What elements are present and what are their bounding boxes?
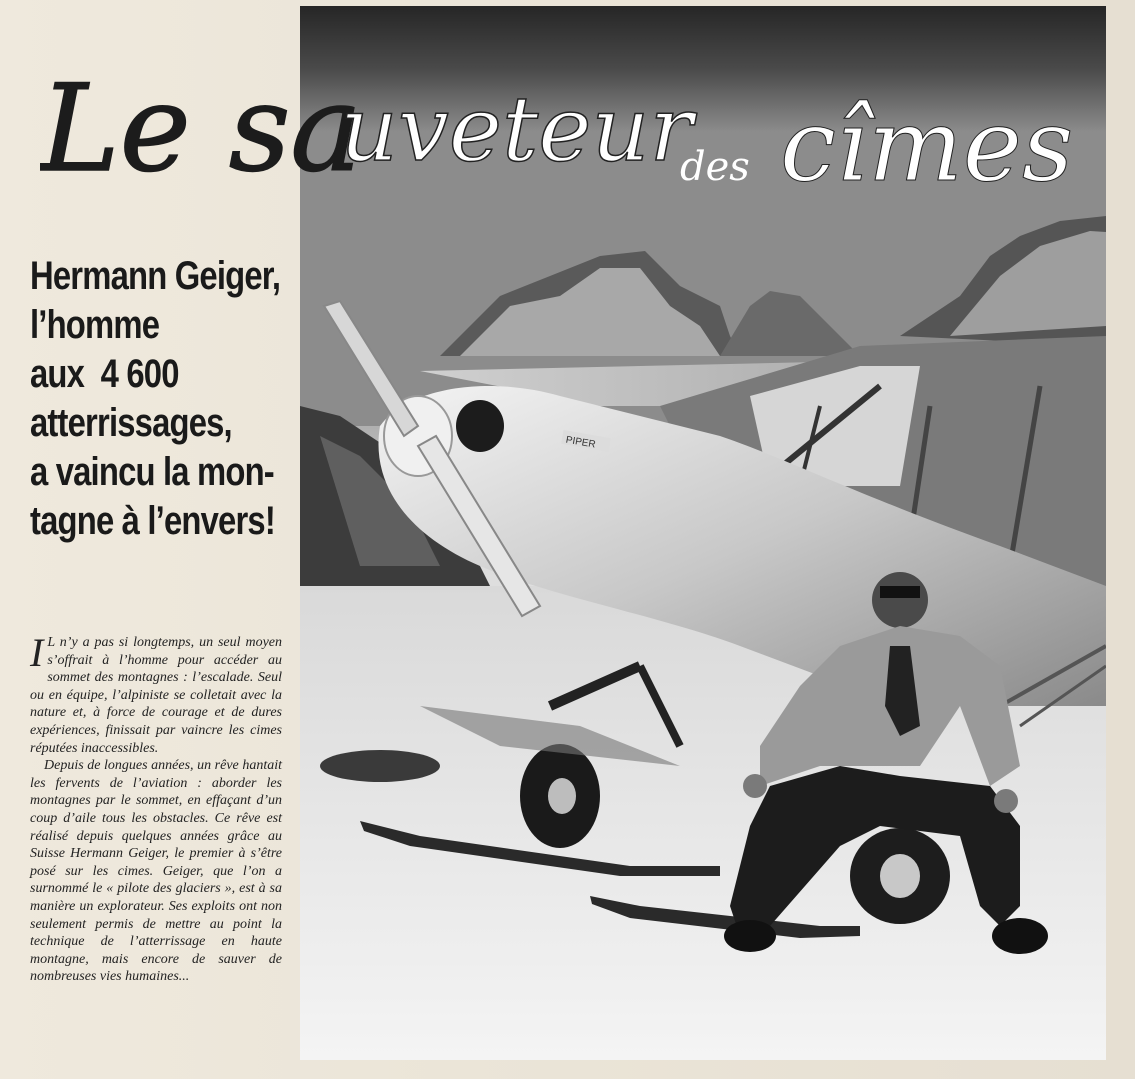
paragraph-1-text: L n’y a pas si longtemps, un seul moyen s’offrait à l’homme pour accéder au sommet des montagnes : l’escalade. Seul ou en équipe, l’alpiniste se colletait avec la nature et, à force de courage et de dures expériences, finissait par vaincre les cimes réputées inaccessibles.: [30, 635, 282, 756]
headline-part-3: des: [680, 144, 750, 190]
article-paragraph-2: Depuis de longues années, un rêve hantait les fervents de l’aviation : aborder les montagnes par le sommet, en effaçant d’un coup d’aile tous les obstacles. Ce rêve est réalisé depuis quelques années grâce au Suisse Hermann Geiger, le premier à s’être posé sur les cimes. Geiger, que l’on a surnommé le « pilote des glaciers », est à sa manière un explorateur. Ses exploits ont non seulement permis de mettre au point la technique de l’atterrissage en haute montagne, mais encore de sauver de nombreuses vies humaines...: [30, 758, 282, 985]
cowling-label: PIPER: [564, 434, 597, 451]
subhead-line-3: aux 4 600: [30, 352, 179, 396]
dropcap: I: [30, 630, 44, 675]
article-body: [30, 630, 282, 986]
headline-svg: [40, 40, 1110, 240]
subhead-line-1: Hermann Geiger,: [30, 254, 281, 298]
headline-part-2: uveteur: [340, 77, 693, 182]
subhead-line-6: tagne à l’envers!: [30, 499, 275, 543]
subhead-line-2: l’homme: [30, 303, 160, 347]
subhead-line-4: atterrissages,: [30, 401, 232, 445]
subheadline: [30, 252, 281, 546]
headline-script-title: [40, 40, 1110, 240]
headline-part-4: cîmes: [780, 87, 1074, 204]
subhead-line-5: a vaincu la mon-: [30, 450, 274, 494]
headline-part-1: Le sa: [40, 60, 362, 199]
article-paragraph-1: [30, 630, 282, 757]
